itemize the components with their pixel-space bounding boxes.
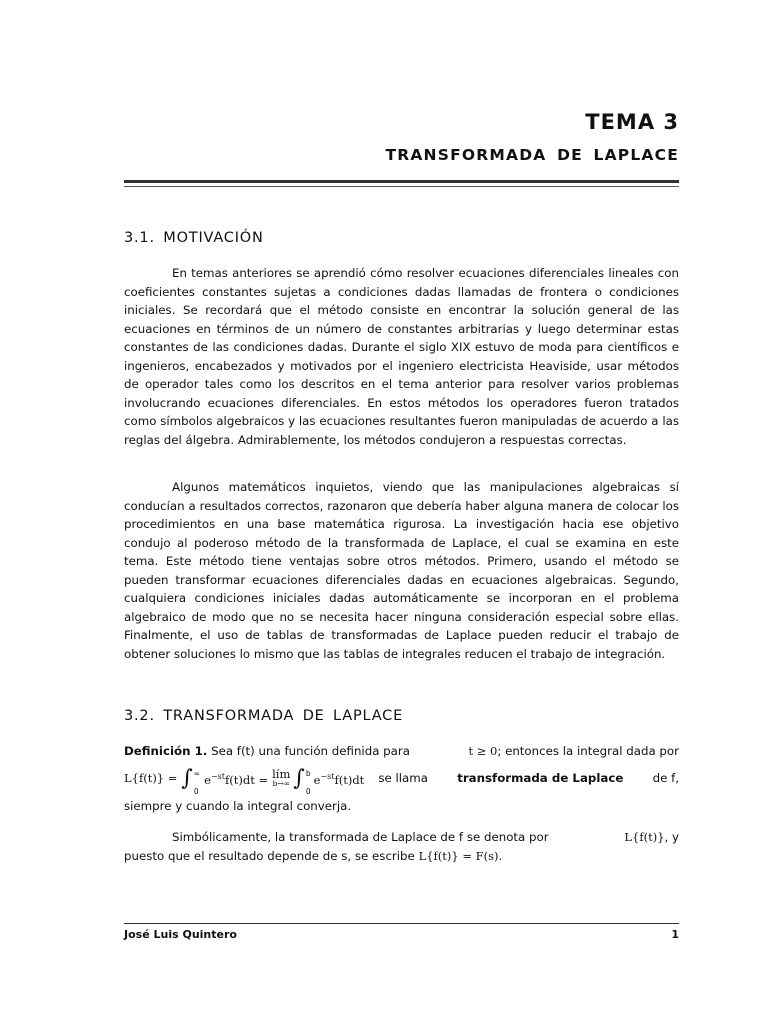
paragraph-motivation-2	[124, 478, 679, 663]
header-rule-thick	[124, 180, 679, 183]
header-rule-thin	[124, 186, 679, 187]
chapter-subtitle: TRANSFORMADA DE LAPLACE	[385, 146, 679, 164]
definition-term: transformada de Laplace	[457, 771, 624, 786]
integral-symbol: ∫ ∞ 0	[181, 765, 201, 796]
symbolic-paragraph	[124, 828, 679, 865]
section-heading-laplace: 3.2. TRANSFORMADA DE LAPLACE	[124, 708, 404, 724]
definition-block	[124, 742, 679, 815]
formula-lhs: L{f(t)} =	[124, 771, 178, 786]
formula-integrand: $e^{-st}f(t)dt$ =	[204, 771, 269, 787]
formula-integrand: $e^{-st}f(t)dt$	[313, 771, 365, 787]
paragraph-motivation-1	[124, 264, 679, 449]
symbolic-line-2: puesto que el resultado depende de s, se escribe L{f(t)} = F(s) .	[124, 847, 679, 866]
definition-line-3: siempre y cuando la integral converja.	[124, 798, 352, 813]
limit-operator: lím b→∞	[272, 766, 291, 788]
symbolic-expression: L{f(t)}	[624, 830, 665, 844]
page-number: 1	[671, 928, 679, 941]
laplace-formula-line	[124, 763, 679, 795]
footer-author: José Luis Quintero	[124, 928, 237, 941]
definition-text: Sea f(t) una función definida para	[207, 744, 410, 758]
definition-line-1	[124, 742, 679, 761]
paragraph-text: Algunos matemáticos inquietos, viendo que las manipulaciones algebraicas sí conducían a resultados correctos, razonaron que debería haber alguna manera de colocar los procedimientos en una base matemática rigurosa. La investigación hacia ese objetivo condujo al poderoso método de la transformada de Laplace, el cual se examina en este tema. Este método tiene ventajas sobre otros métodos. Primero, usando el método se pueden transformar ecuaciones diferenciales dadas en ecuaciones algebraicas. Segundo, cualquiera condiciones iniciales dadas automáticamente se incorporan en el problema algebraico de modo que no se necesita hacer ninguna consideración especial sobre ellas. Finalmente, el uso de tablas de transformadas de Laplace pueden reducir el trabajo de obtener soluciones lo mismo que las tablas de integrales reducen el trabajo de integración.	[124, 480, 679, 661]
symbolic-line-1: Simbólicamente, la transformada de Laplace de f se denota por L{f(t)}, y	[172, 830, 679, 844]
definition-line-2-text: se llama transformada de Laplace de f,	[378, 769, 679, 788]
document-page	[124, 0, 679, 1024]
symbolic-equation: L{f(t)} = F(s)	[418, 848, 499, 863]
section-heading-motivacion: 3.1. MOTIVACIÓN	[124, 230, 264, 246]
footer-rule	[124, 923, 679, 924]
chapter-title: TEMA 3	[585, 110, 679, 134]
paragraph-text: En temas anteriores se aprendió cómo resolver ecuaciones diferenciales lineales con coeficientes constantes sujetas a condiciones dadas llamadas de frontera o condiciones iniciales. Se recordará que el método consiste en encontrar la solución general de las ecuaciones en términos de un número de constantes arbitrarias y luego determinar estas constantes de las condiciones dadas. Durante el siglo XIX estuvo de moda para científicos e ingenieros, encabezados y motivados por el ingeniero electricista Heaviside, usar métodos de operador tales como los descritos en el tema anterior para resolver varios problemas involucrando ecuaciones diferenciales. En estos métodos los operadores fueron tratados como símbolos algebraicos y las ecuaciones resultantes fueron manipuladas de acuerdo a las reglas del álgebra. Admirablemente, los métodos condujeron a respuestas correctas.	[124, 266, 679, 447]
definition-text-cont: ; entonces la integral dada por	[497, 744, 679, 758]
definition-label: Definición 1.	[124, 744, 208, 758]
definition-condition: t ≥ 0	[468, 744, 498, 758]
integral-symbol: ∫ b 0	[293, 765, 311, 796]
